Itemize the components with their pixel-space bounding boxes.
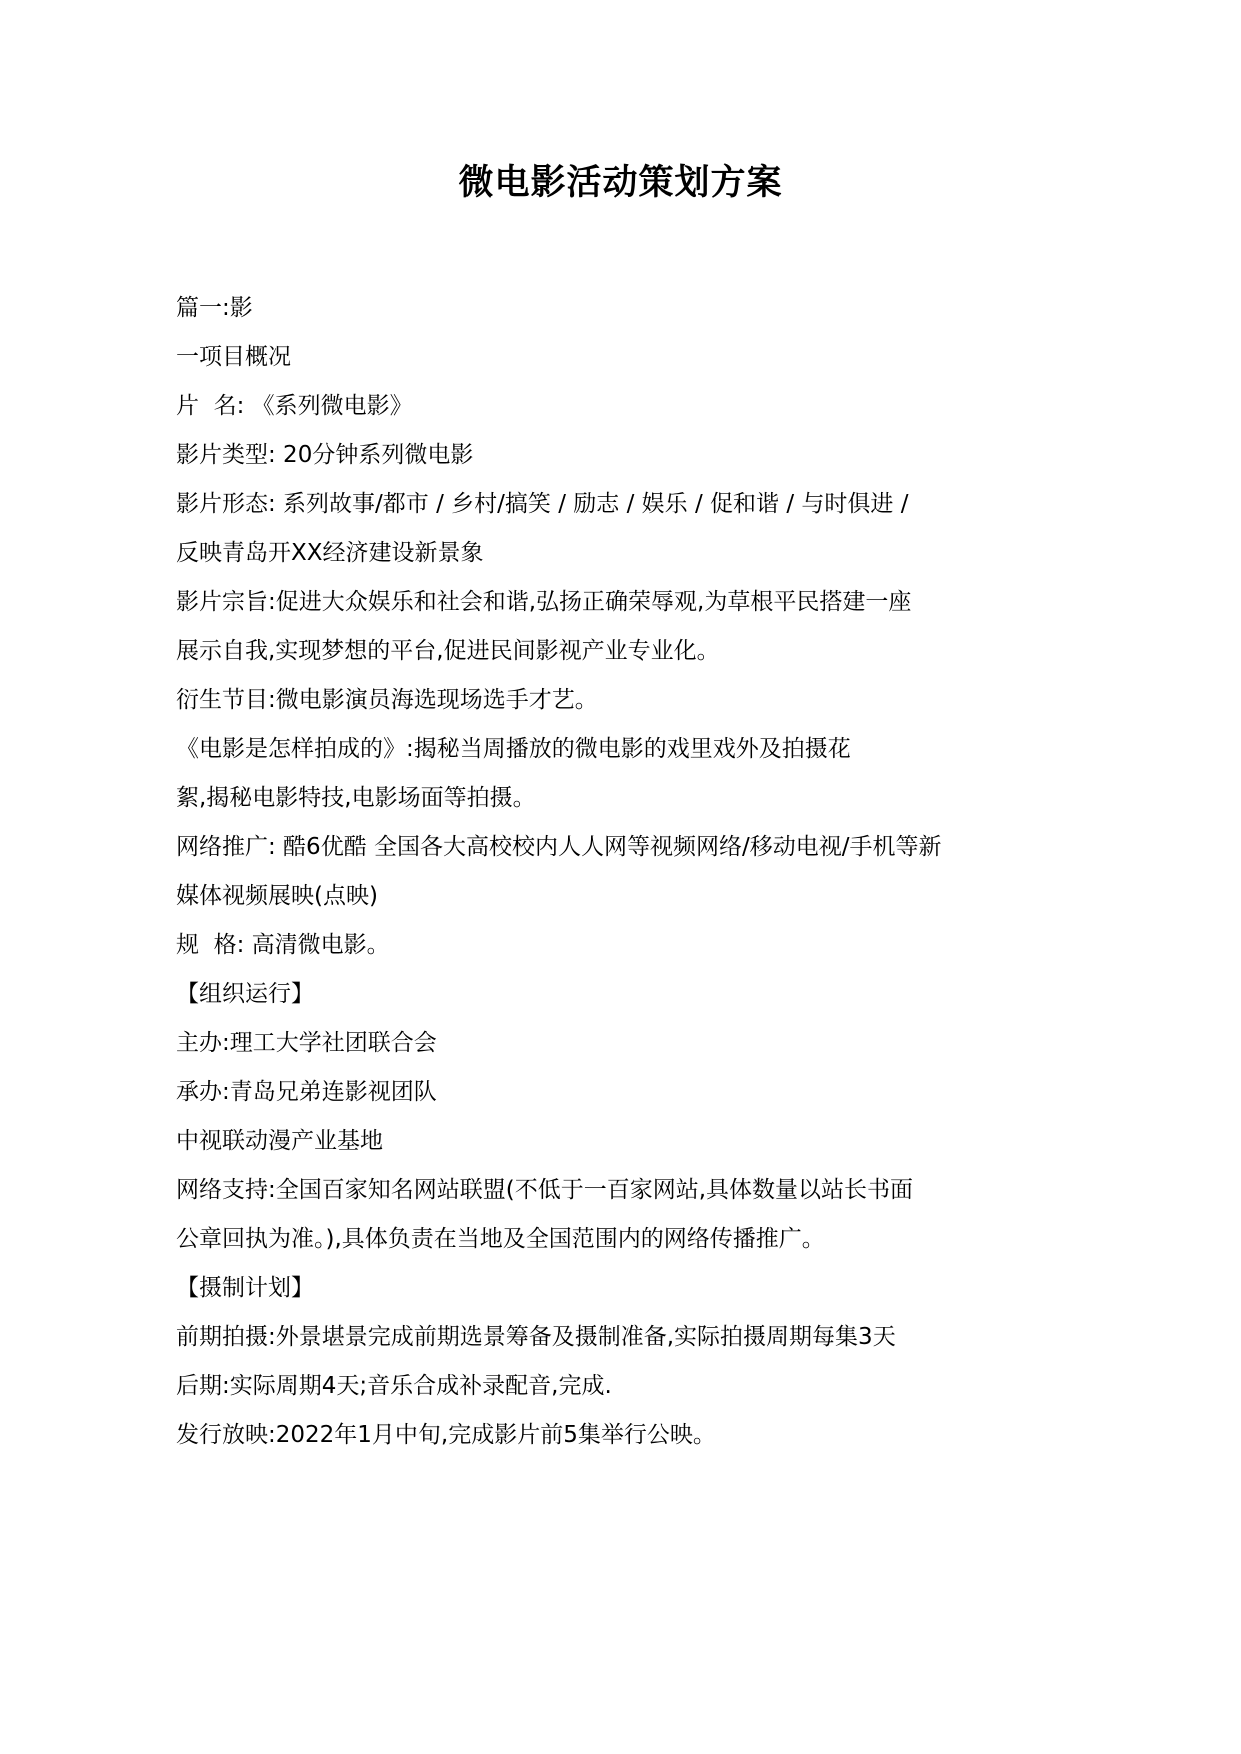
host-line: 主办:理工大学社团联合会 <box>176 1030 437 1056</box>
film-form-line: 影片形态: 系列故事/都市 / 乡村/搞笑 / 励志 / 娱乐 / 促和谐 / 与时俱进 / <box>176 491 909 517</box>
online-promotion-line-continued: 媒体视频展映(点映) <box>176 883 378 909</box>
film-type-line: 影片类型: 20分钟系列微电影 <box>176 442 474 468</box>
film-name-line: 片 名: 《系列微电影》 <box>176 393 413 419</box>
film-purpose-line: 影片宗旨:促进大众娱乐和社会和谐,弘扬正确荣辱观,为草根平民搭建一座 <box>176 589 912 615</box>
section-heading-organization: 【组织运行】 <box>176 981 314 1007</box>
film-form-line-continued: 反映青岛开XX经济建设新景象 <box>176 540 484 566</box>
derived-program-line: 衍生节目:微电影演员海选现场选手才艺。 <box>176 687 598 713</box>
co-organizer-line: 中视联动漫产业基地 <box>176 1128 383 1154</box>
network-support-line-continued: 公章回执为准。),具体负责在当地及全国范围内的网络传播推广。 <box>176 1226 825 1252</box>
spec-line: 规 格: 高清微电影。 <box>176 932 390 958</box>
section-heading-part-one: 篇一:影 <box>176 295 253 321</box>
network-support-line: 网络支持:全国百家知名网站联盟(不低于一百家网站,具体数量以站长书面 <box>176 1177 914 1203</box>
pre-production-line: 前期拍摄:外景堪景完成前期选景筹备及摄制准备,实际拍摄周期每集3天 <box>176 1324 896 1350</box>
making-of-line-continued: 絮,揭秘电影特技,电影场面等拍摄。 <box>176 785 536 811</box>
document-body <box>176 284 1076 1460</box>
section-heading-overview: 一项目概况 <box>176 344 291 370</box>
post-production-line: 后期:实际周期4天;音乐合成补录配音,完成. <box>176 1373 612 1399</box>
online-promotion-line: 网络推广: 酷6优酷 全国各大高校校内人人网等视频网络/移动电视/手机等新 <box>176 834 942 860</box>
release-line: 发行放映:2022年1月中旬,完成影片前5集举行公映。 <box>176 1422 716 1448</box>
organizer-line: 承办:青岛兄弟连影视团队 <box>176 1079 437 1105</box>
film-purpose-line-continued: 展示自我,实现梦想的平台,促进民间影视产业专业化。 <box>176 638 720 664</box>
making-of-line: 《电影是怎样拍成的》:揭秘当周播放的微电影的戏里戏外及拍摄花 <box>176 736 851 762</box>
section-heading-production-plan: 【摄制计划】 <box>176 1275 314 1301</box>
document-title: 微电影活动策划方案 <box>458 163 783 203</box>
